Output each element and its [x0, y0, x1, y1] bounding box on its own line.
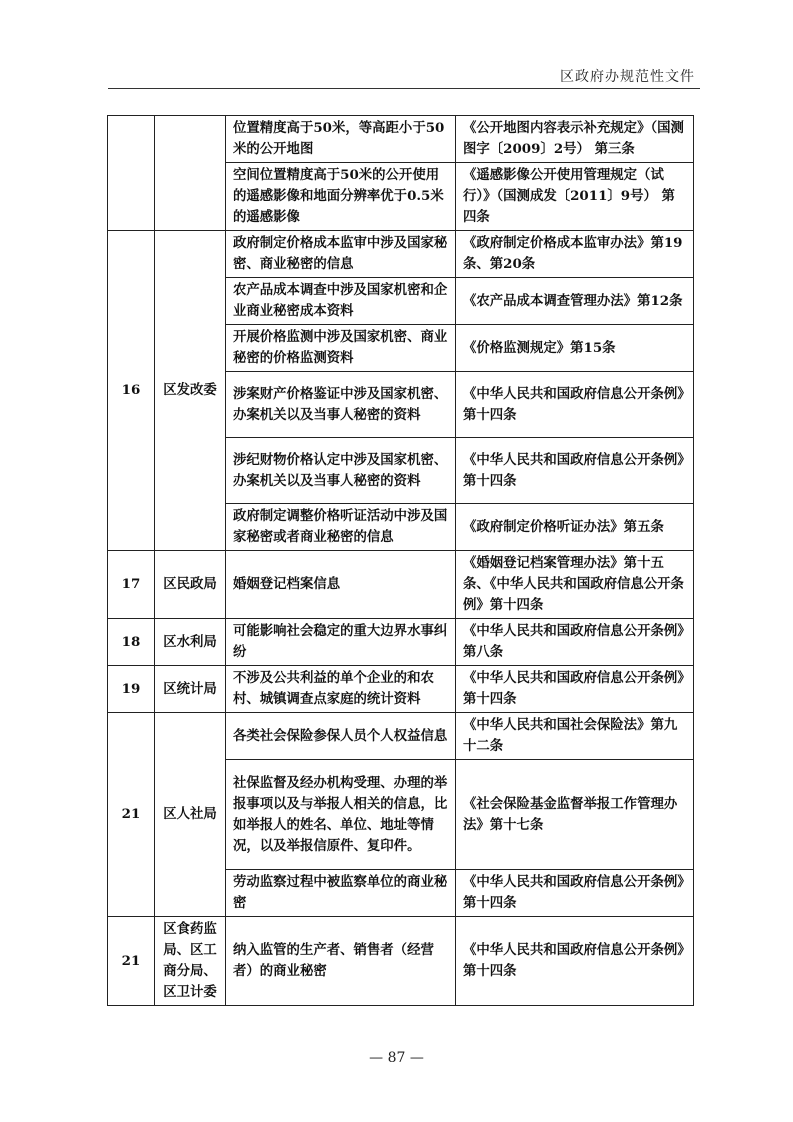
department: 区民政局 — [155, 551, 226, 619]
info-item: 空间位置精度高于50米的公开使用的遥感影像和地面分辨率优于0.5米的遥感影像 — [226, 163, 456, 231]
legal-basis: 《中华人民共和国政府信息公开条例》第十四条 — [456, 438, 694, 504]
info-item: 不涉及公共利益的单个企业的和农村、城镇调查点家庭的统计资料 — [226, 666, 456, 713]
legal-basis: 《婚姻登记档案管理办法》第十五条、《中华人民共和国政府信息公开条例》第十四条 — [456, 551, 694, 619]
legal-basis: 《中华人民共和国政府信息公开条例》第十四条 — [456, 372, 694, 438]
legal-basis: 《中华人民共和国政府信息公开条例》第十四条 — [456, 870, 694, 917]
info-item: 各类社会保险参保人员个人权益信息 — [226, 713, 456, 760]
row-number: 18 — [108, 619, 155, 666]
row-number: 17 — [108, 551, 155, 619]
info-item: 婚姻登记档案信息 — [226, 551, 456, 619]
legal-basis: 《中华人民共和国政府信息公开条例》第十四条 — [456, 666, 694, 713]
department — [155, 116, 226, 231]
row-number: 19 — [108, 666, 155, 713]
table-row — [108, 917, 694, 1006]
confidential-info-table — [107, 115, 694, 1006]
table-row — [108, 619, 694, 666]
legal-basis: 《价格监测规定》第15条 — [456, 325, 694, 372]
document-header-title: 区政府办规范性文件 — [560, 69, 695, 85]
legal-basis: 《遥感影像公开使用管理规定（试行）》（国测成发〔2011〕9号） 第四条 — [456, 163, 694, 231]
info-item: 开展价格监测中涉及国家机密、商业秘密的价格监测资料 — [226, 325, 456, 372]
info-item: 农产品成本调查中涉及国家机密和企业商业秘密成本资料 — [226, 278, 456, 325]
info-item: 社保监督及经办机构受理、办理的举报事项以及与举报人相关的信息，比如举报人的姓名、单位、地址等情况，以及举报信原件、复印件。 — [226, 760, 456, 870]
legal-basis: 《政府制定价格成本监审办法》第19条、第20条 — [456, 231, 694, 278]
department: 区统计局 — [155, 666, 226, 713]
department: 区水利局 — [155, 619, 226, 666]
page-number: — 87 — — [369, 1050, 424, 1066]
legal-basis: 《中华人民共和国政府信息公开条例》第八条 — [456, 619, 694, 666]
row-number: 21 — [108, 917, 155, 1006]
header-divider — [108, 88, 700, 89]
info-item: 可能影响社会稳定的重大边界水事纠纷 — [226, 619, 456, 666]
legal-basis: 《政府制定价格听证办法》第五条 — [456, 504, 694, 551]
table-row — [108, 551, 694, 619]
table-row — [108, 713, 694, 760]
department: 区人社局 — [155, 713, 226, 917]
table-row — [108, 116, 694, 163]
legal-basis: 《中华人民共和国政府信息公开条例》第十四条 — [456, 917, 694, 1006]
legal-basis: 《农产品成本调查管理办法》第12条 — [456, 278, 694, 325]
info-item: 涉纪财物价格认定中涉及国家机密、办案机关以及当事人秘密的资料 — [226, 438, 456, 504]
info-item: 位置精度高于50米，等高距小于50米的公开地图 — [226, 116, 456, 163]
row-number: 21 — [108, 713, 155, 917]
legal-basis: 《中华人民共和国社会保险法》第九十二条 — [456, 713, 694, 760]
row-number — [108, 116, 155, 231]
legal-basis: 《公开地图内容表示补充规定》（国测图字〔2009〕2号） 第三条 — [456, 116, 694, 163]
info-item: 涉案财产价格鉴证中涉及国家机密、办案机关以及当事人秘密的资料 — [226, 372, 456, 438]
info-item: 劳动监察过程中被监察单位的商业秘密 — [226, 870, 456, 917]
table-row — [108, 231, 694, 278]
legal-basis: 《社会保险基金监督举报工作管理办法》第十七条 — [456, 760, 694, 870]
department: 区食药监局、区工商分局、区卫计委 — [155, 917, 226, 1006]
table-row — [108, 666, 694, 713]
info-item: 政府制定调整价格听证活动中涉及国家秘密或者商业秘密的信息 — [226, 504, 456, 551]
info-item: 政府制定价格成本监审中涉及国家秘密、商业秘密的信息 — [226, 231, 456, 278]
department: 区发改委 — [155, 231, 226, 551]
info-item: 纳入监管的生产者、销售者（经营者）的商业秘密 — [226, 917, 456, 1006]
row-number: 16 — [108, 231, 155, 551]
